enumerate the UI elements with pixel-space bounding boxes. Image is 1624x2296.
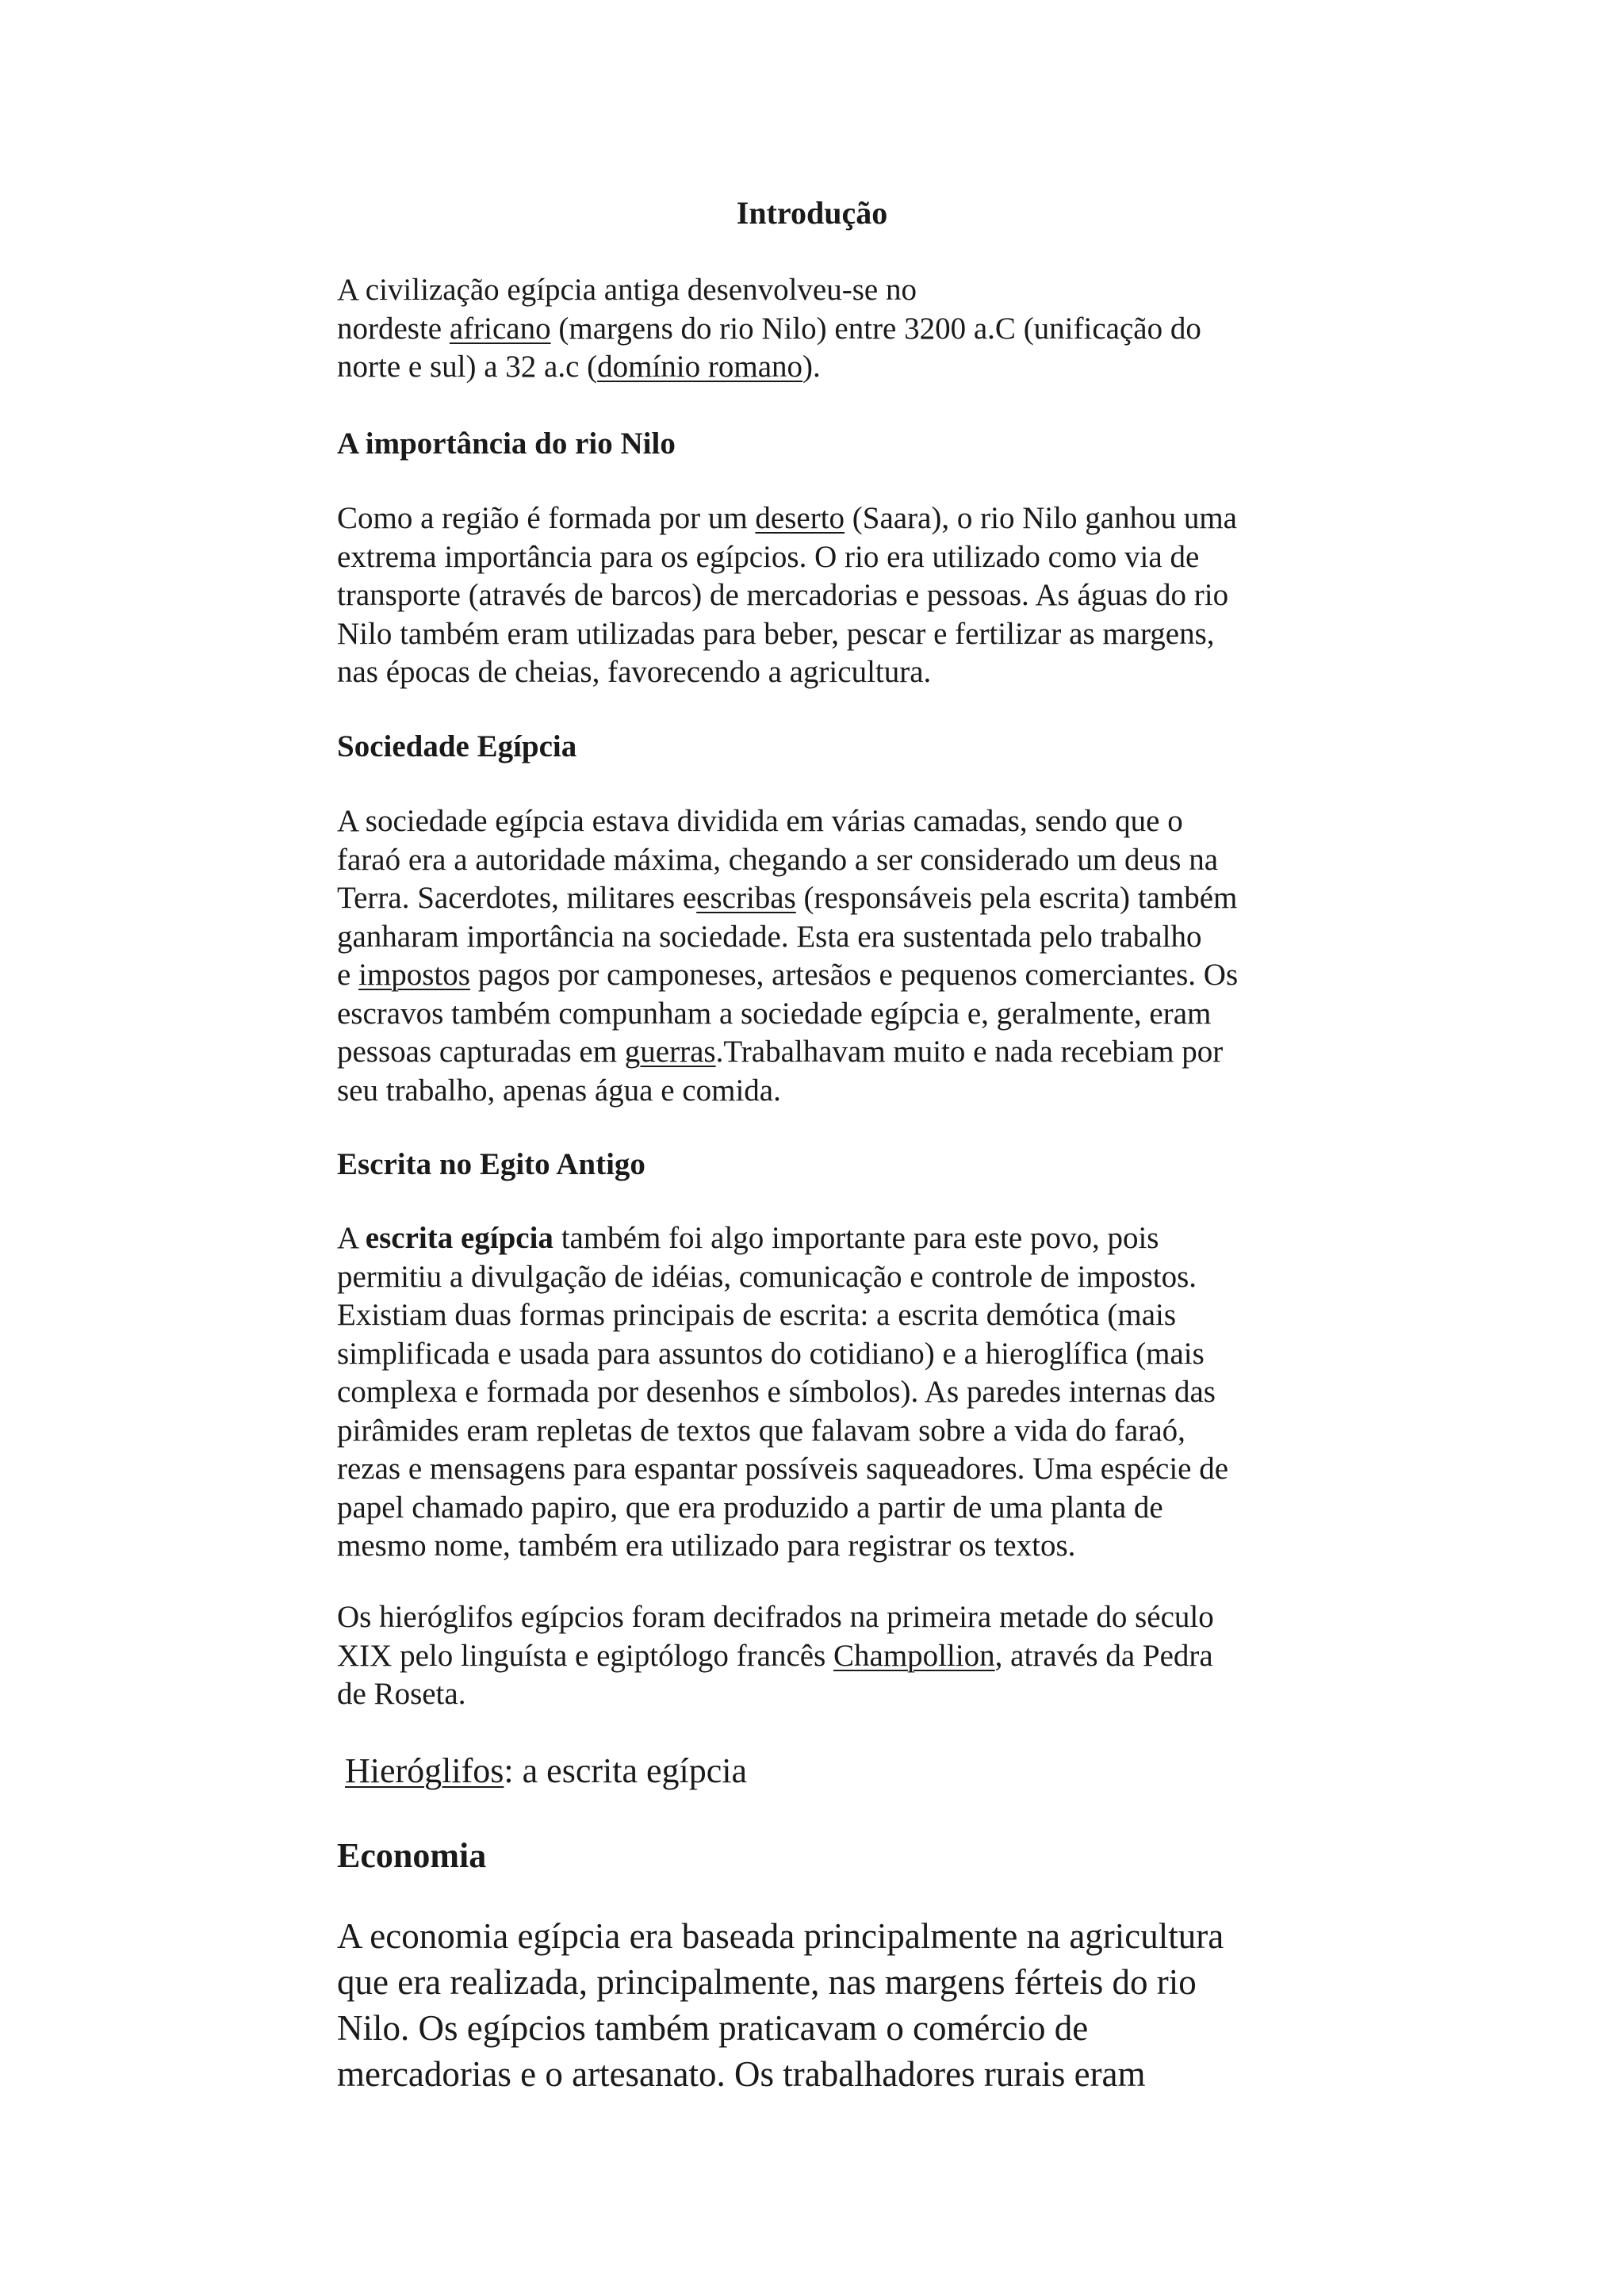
link-deserto[interactable]: deserto — [755, 501, 845, 535]
escrita-line-5: complexa e formada por desenhos e símbolos). As paredes internas das — [337, 1375, 1216, 1409]
nilo-line-4: Nilo também eram utilizadas para beber, pescar e fertilizar as margens, — [337, 616, 1215, 651]
heading-escrita: Escrita no Egito Antigo — [337, 1147, 645, 1181]
escrita-line-9: mesmo nome, também era utilizado para registrar os textos. — [337, 1529, 1076, 1563]
hieroglifos-line-3: de Roseta. — [337, 1677, 466, 1711]
escrita-line-6: pirâmides eram repletas de textos que falavam sobre a vida do faraó, — [337, 1413, 1185, 1448]
link-escribas[interactable]: escribas — [696, 881, 796, 915]
economia-line-4: mercadorias e o artesanato. Os trabalhadores rurais eram — [337, 2054, 1146, 2094]
nilo-line-3: transporte (através de barcos) de mercadorias e pessoas. As águas do rio — [337, 578, 1229, 612]
sociedade-line-5: e impostos pagos por camponeses, artesãos e pequenos comerciantes. Os — [337, 958, 1239, 992]
escrita-paragraph — [337, 1219, 1368, 1566]
escrita-line-3: Existiam duas formas principais de escrita: a escrita demótica (mais — [337, 1298, 1177, 1332]
escrita-line-8: papel chamado papiro, que era produzido a partir de uma planta de — [337, 1490, 1163, 1525]
economia-paragraph — [337, 1913, 1447, 2097]
link-africano[interactable]: africano — [449, 311, 551, 346]
intro-line-1: A civilização egípcia antiga desenvolveu-se no — [337, 273, 917, 307]
sociedade-line-7: pessoas capturadas em guerras.Trabalhavam muito e nada recebiam por — [337, 1035, 1224, 1069]
link-champollion[interactable]: Champollion — [833, 1638, 995, 1673]
intro-paragraph — [337, 271, 1368, 387]
hieroglifos-line-2: XIX pelo linguísta e egiptólogo francês Champollion, através da Pedra — [337, 1638, 1213, 1673]
nilo-line-1: Como a região é formada por um deserto (Saara), o rio Nilo ganhou uma — [337, 501, 1237, 535]
link-hieroglifos[interactable]: Hieróglifos — [345, 1751, 504, 1790]
nilo-line-2: extrema importância para os egípcios. O rio era utilizado como via de — [337, 539, 1200, 574]
economia-line-1: A economia egípcia era baseada principalmente na agricultura — [337, 1916, 1224, 1956]
nilo-line-5: nas épocas de cheias, favorecendo a agricultura. — [337, 655, 932, 689]
sociedade-line-1: A sociedade egípcia estava dividida em várias camadas, sendo que o — [337, 804, 1183, 838]
escrita-line-7: rezas e mensagens para espantar possíveis saqueadores. Uma espécie de — [337, 1452, 1229, 1486]
link-dominio-romano[interactable]: domínio romano — [597, 350, 803, 384]
page-title: Introdução — [736, 195, 888, 231]
hieroglifos-caption: Hieróglifos: a escrita egípcia — [345, 1751, 748, 1790]
sociedade-line-3: Terra. Sacerdotes, militares eescribas (responsáveis pela escrita) também — [337, 881, 1238, 915]
nilo-paragraph — [337, 499, 1368, 692]
sociedade-line-8: seu trabalho, apenas água e comida. — [337, 1073, 781, 1108]
bold-escrita-egipcia: escrita egípcia — [365, 1221, 553, 1255]
intro-line-3: norte e sul) a 32 a.c (domínio romano). — [337, 350, 821, 384]
heading-economia: Economia — [337, 1836, 487, 1875]
escrita-line-4: simplificada e usada para assuntos do cotidiano) e a hieroglífica (mais — [337, 1336, 1205, 1371]
sociedade-line-2: faraó era a autoridade máxima, chegando a ser considerado um deus na — [337, 842, 1219, 877]
intro-line-2: nordeste africano (margens do rio Nilo) entre 3200 a.C (unificação do — [337, 311, 1201, 346]
hieroglifos-line-1: Os hieróglifos egípcios foram decifrados na primeira metade do século — [337, 1600, 1214, 1634]
hieroglifos-paragraph — [337, 1598, 1368, 1714]
escrita-line-1: A escrita egípcia também foi algo importante para este povo, pois — [337, 1221, 1159, 1255]
economia-line-3: Nilo. Os egípcios também praticavam o comércio de — [337, 2008, 1089, 2048]
heading-sociedade: Sociedade Egípcia — [337, 729, 577, 763]
link-impostos[interactable]: impostos — [358, 958, 470, 992]
sociedade-line-6: escravos também compunham a sociedade egípcia e, geralmente, eram — [337, 996, 1212, 1031]
sociedade-line-4: ganharam importância na sociedade. Esta era sustentada pelo trabalho — [337, 919, 1202, 954]
escrita-line-2: permitiu a divulgação de idéias, comunicação e controle de impostos. — [337, 1259, 1197, 1294]
economia-line-2: que era realizada, principalmente, nas margens férteis do rio — [337, 1962, 1197, 2002]
sociedade-paragraph — [337, 802, 1368, 1110]
heading-nilo: A importância do rio Nilo — [337, 427, 676, 461]
link-guerras[interactable]: guerras — [624, 1035, 716, 1069]
